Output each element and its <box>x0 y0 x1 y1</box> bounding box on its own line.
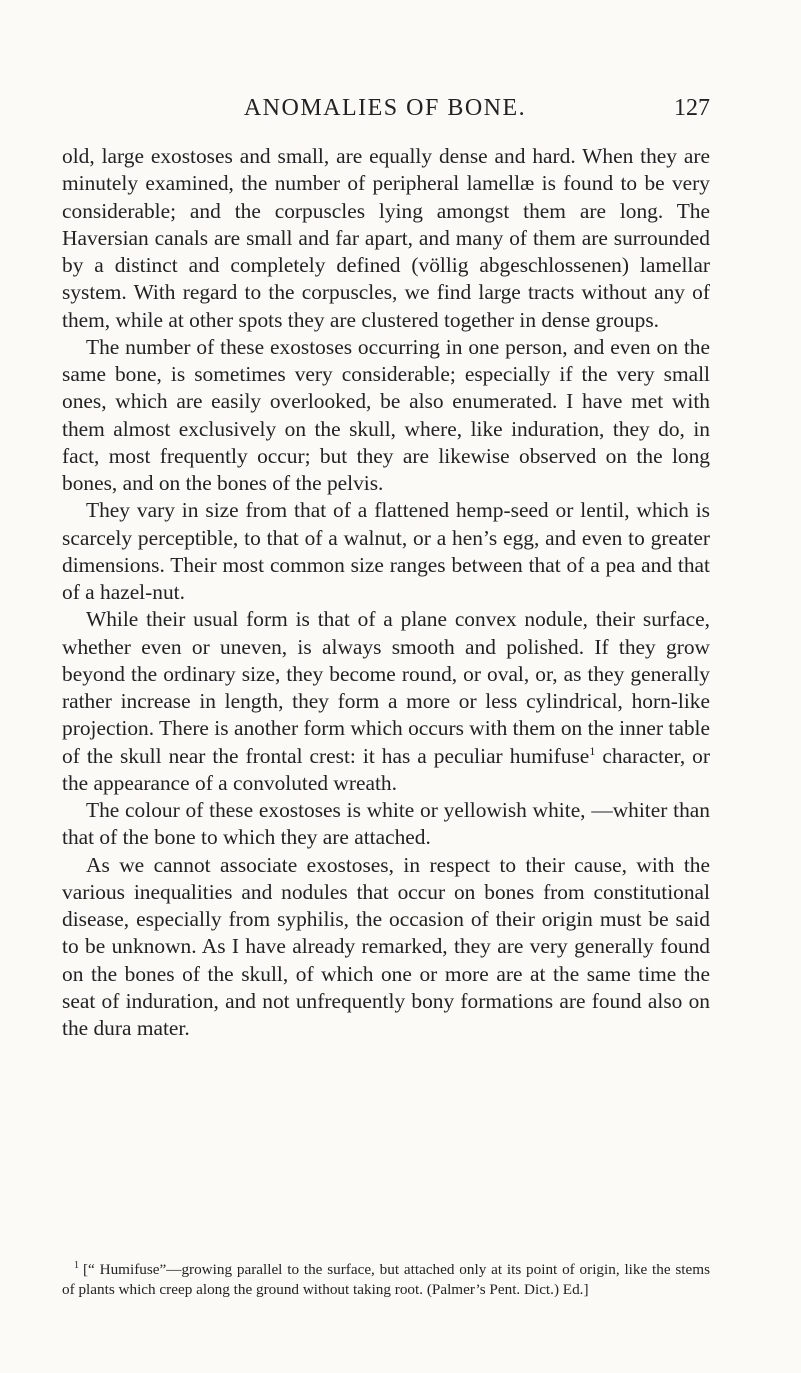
paragraph-form-text-end: character, or the appearance of a convoluted wreath. <box>62 743 710 795</box>
paragraph-exostoses-structure: old, large exostoses and small, are equally dense and hard. When they are minutely examined, the number of peripheral lamellæ is found to be very considerable; and the corpuscles lying amongst them are long. The Haversian canals are small and far apart, and many of them are surrounded by a distinct and completely defined (völlig abgeschlossenen) lamellar system. With regard to the corpuscles, we find large tracts without any of them, while at other spots they are clustered together in dense groups. <box>62 144 710 332</box>
page-number: 127 <box>674 95 710 121</box>
paragraph-exostoses-size: They vary in size from that of a flattened hemp-seed or lentil, which is scarcely perceptible, to that of a walnut, or a hen’s egg, and even to greater dimensions. Their most common size ranges between that of a pea and that of a hazel-nut. <box>62 498 710 604</box>
body-text <box>62 143 710 1042</box>
running-head <box>60 92 710 124</box>
footnote <box>62 1260 710 1299</box>
paragraph-exostoses-form <box>62 606 710 797</box>
paragraph-exostoses-colour: The colour of these exostoses is white or yellowish white, —whiter than that of the bone to which they are attached. <box>62 798 710 850</box>
footnote-mark: 1 <box>74 1260 79 1271</box>
paragraph-exostoses-number: The number of these exostoses occurring in one person, and even on the same bone, is sometimes very considerable; especially if the very small ones, which are easily overlooked, be also enumerated. I have met with them almost exclusively on the skull, where, like induration, they do, in fact, most frequently occur; but they are likewise observed on the long bones, and on the bones of the pelvis. <box>62 334 710 495</box>
paragraph-exostoses-cause: As we cannot associate exostoses, in respect to their cause, with the various inequalities and nodules that occur on bones from constitutional disease, especially from syphilis, the occasion of their origin must be said to be unknown. As I have already remarked, they are very generally found on the bones of the skull, of which one or more are at the same time the seat of induration, and not unfrequently bony formations are found also on the dura mater. <box>62 852 710 1040</box>
paragraph-form-text: While their usual form is that of a plane convex nodule, their surface, whether even or uneven, is always smooth and polished. If they grow beyond the ordinary size, they become round, or oval, or, as they generally rather increase in length, they form a more or less cylindrical, horn-like projection. There is another form which occurs with them on the inner table of the skull near the frontal crest: it has a peculiar humifuse <box>62 607 710 768</box>
footnote-reference[interactable]: 1 <box>589 743 596 758</box>
footnote-text: [“ Humifuse”—growing parallel to the surface, but attached only at its point of origin, like the stems of plants which creep along the ground without taking root. (Palmer’s Pent. Dict.) Ed.] <box>62 1261 710 1298</box>
running-title: ANOMALIES OF BONE. <box>243 95 527 121</box>
